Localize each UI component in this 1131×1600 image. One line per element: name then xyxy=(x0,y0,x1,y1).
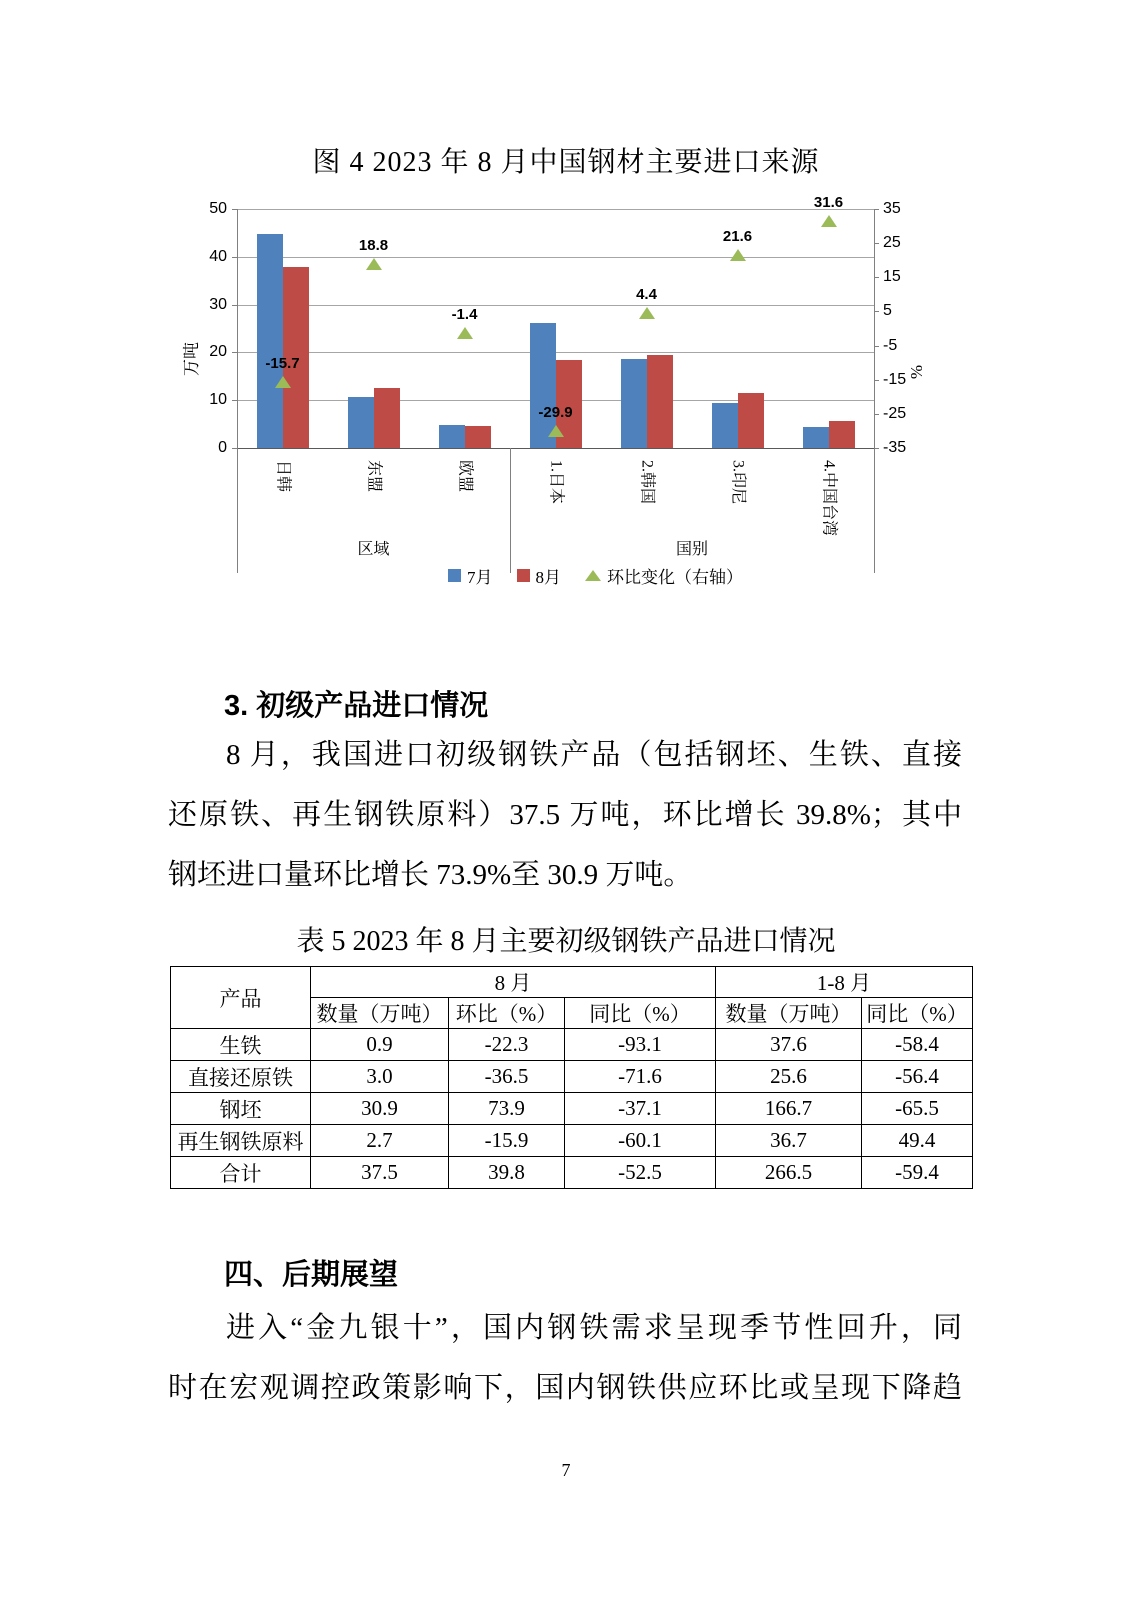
row-value: 266.5 xyxy=(716,1157,862,1189)
row-value: -15.9 xyxy=(449,1125,565,1157)
row-value: -93.1 xyxy=(565,1029,716,1061)
table-row xyxy=(171,1157,973,1189)
table-row xyxy=(171,1061,973,1093)
right-axis-tick-label: 15 xyxy=(883,268,901,286)
row-value: -22.3 xyxy=(449,1029,565,1061)
table-row xyxy=(171,1093,973,1125)
row-value: 37.5 xyxy=(311,1157,449,1189)
legend-label: 环比变化（右轴） xyxy=(607,567,743,587)
left-axis-tick-label: 20 xyxy=(209,343,227,361)
left-axis-line xyxy=(237,209,238,573)
category-label: 3.印尼 xyxy=(729,460,747,505)
row-value: -65.5 xyxy=(862,1093,973,1125)
marker-data-label: -1.4 xyxy=(451,306,478,324)
bar-7月-2.韩国 xyxy=(621,359,647,448)
bar-8月-4.中国台湾 xyxy=(829,421,855,448)
category-label: 1.日本 xyxy=(547,460,565,505)
paragraph-line: 钢坯进口量环比增长 73.9%至 30.9 万吨。 xyxy=(168,859,693,891)
left-axis-title: 万吨 xyxy=(182,342,201,376)
row-value: -71.6 xyxy=(565,1061,716,1093)
row-value: -36.5 xyxy=(449,1061,565,1093)
right-axis-tick-label: -25 xyxy=(883,404,907,422)
paragraph-primary-products xyxy=(168,725,962,905)
legend-label: 7月 xyxy=(467,567,493,587)
bar-7月-欧盟 xyxy=(439,425,465,448)
right-axis-tick-label: 25 xyxy=(883,234,901,252)
bar-7月-3.印尼 xyxy=(712,403,738,448)
legend-square-swatch xyxy=(448,569,461,582)
bar-8月-欧盟 xyxy=(465,426,491,448)
right-axis-title: % xyxy=(907,364,926,380)
section-heading-outlook: 四、后期展望 xyxy=(224,1259,399,1291)
bar-7月-4.中国台湾 xyxy=(803,427,829,448)
row-value: 25.6 xyxy=(716,1061,862,1093)
col-subheader: 同比（%） xyxy=(565,998,716,1029)
table-body xyxy=(171,1029,973,1189)
right-axis-line xyxy=(874,209,875,573)
group-divider-line xyxy=(510,448,511,573)
category-label: 日韩 xyxy=(274,460,292,493)
triangle-marker xyxy=(639,307,655,319)
chart-legend xyxy=(237,562,954,588)
row-product-name: 钢坯 xyxy=(171,1093,311,1125)
row-value: 166.7 xyxy=(716,1093,862,1125)
table-header xyxy=(171,967,973,1029)
category-label: 欧盟 xyxy=(456,460,474,493)
row-value: -60.1 xyxy=(565,1125,716,1157)
row-value: 2.7 xyxy=(311,1125,449,1157)
left-axis-tick-label: 50 xyxy=(209,200,227,217)
right-axis-tick-label: -35 xyxy=(883,439,907,456)
row-value: 3.0 xyxy=(311,1061,449,1093)
triangle-marker xyxy=(548,425,564,437)
bar-8月-东盟 xyxy=(374,388,400,448)
right-axis-tick-label: -5 xyxy=(883,336,898,354)
section-heading-primary-products: 3. 初级产品进口情况 xyxy=(224,690,489,722)
right-axis-tick-label: 5 xyxy=(883,302,892,320)
col-subheader: 同比（%） xyxy=(862,998,973,1029)
legend-item xyxy=(585,563,743,588)
gridline xyxy=(237,305,874,306)
row-value: 49.4 xyxy=(862,1125,973,1157)
left-axis-tick-label: 30 xyxy=(209,295,227,313)
row-product-name: 合计 xyxy=(171,1157,311,1189)
left-axis-tick-label: 10 xyxy=(209,391,227,409)
legend-item xyxy=(517,563,562,588)
category-group-label: 区域 xyxy=(357,541,390,558)
table-row xyxy=(171,1029,973,1061)
marker-data-label: 31.6 xyxy=(813,193,844,211)
paragraph-line: 进入“金九银十”，国内钢铁需求呈现季节性回升，同 xyxy=(226,1312,962,1344)
triangle-marker xyxy=(730,249,746,261)
row-value: 39.8 xyxy=(449,1157,565,1189)
triangle-marker xyxy=(366,258,382,270)
category-axis-line xyxy=(237,448,874,449)
paragraph-line: 时在宏观调控政策影响下，国内钢铁供应环比或呈现下降趋 xyxy=(168,1372,962,1404)
row-value: 73.9 xyxy=(449,1093,565,1125)
category-label: 2.韩国 xyxy=(638,460,656,505)
gridline xyxy=(237,209,874,210)
row-value: 37.6 xyxy=(716,1029,862,1061)
gridline xyxy=(237,257,874,258)
row-value: -37.1 xyxy=(565,1093,716,1125)
marker-data-label: -29.9 xyxy=(538,403,573,421)
left-axis-tick-label: 0 xyxy=(218,439,227,456)
row-value: 30.9 xyxy=(311,1093,449,1125)
triangle-marker xyxy=(821,215,837,227)
legend-triangle-swatch xyxy=(585,570,601,581)
legend-label: 8月 xyxy=(535,567,561,587)
paragraph-line: 8 月，我国进口初级钢铁产品（包括钢坯、生铁、直接 xyxy=(226,739,962,771)
row-value: -56.4 xyxy=(862,1061,973,1093)
right-axis-tick-label: 35 xyxy=(883,200,901,217)
row-value: -59.4 xyxy=(862,1157,973,1189)
marker-data-label: -15.7 xyxy=(265,355,300,373)
row-value: 0.9 xyxy=(311,1029,449,1061)
legend-square-swatch xyxy=(517,569,530,582)
import-sources-chart xyxy=(140,190,970,600)
legend-item xyxy=(448,563,493,588)
row-product-name: 直接还原铁 xyxy=(171,1061,311,1093)
row-value: -58.4 xyxy=(862,1029,973,1061)
page-number: 7 xyxy=(561,1460,571,1480)
col-subheader: 数量（万吨） xyxy=(716,998,862,1029)
col-header-jan-aug: 1-8 月 xyxy=(716,967,973,998)
gridline xyxy=(237,352,874,353)
marker-data-label: 18.8 xyxy=(358,237,389,255)
bar-8月-3.印尼 xyxy=(738,393,764,448)
bar-7月-东盟 xyxy=(348,397,374,448)
row-product-name: 再生钢铁原料 xyxy=(171,1125,311,1157)
category-label: 东盟 xyxy=(365,460,383,493)
col-header-august: 8 月 xyxy=(311,967,716,998)
category-label: 4.中国台湾 xyxy=(820,460,838,537)
row-value: 36.7 xyxy=(716,1125,862,1157)
paragraph-outlook xyxy=(168,1298,962,1418)
col-subheader: 环比（%） xyxy=(449,998,565,1029)
col-subheader: 数量（万吨） xyxy=(311,998,449,1029)
row-product-name: 生铁 xyxy=(171,1029,311,1061)
table-row xyxy=(171,1125,973,1157)
category-group-label: 国别 xyxy=(675,541,708,558)
paragraph-line: 还原铁、再生钢铁原料）37.5 万吨，环比增长 39.8%；其中 xyxy=(168,799,962,831)
right-axis-tick-label: -15 xyxy=(883,370,907,388)
col-header-product: 产品 xyxy=(171,967,311,1029)
triangle-marker xyxy=(275,376,291,388)
marker-data-label: 4.4 xyxy=(636,286,657,304)
row-value: -52.5 xyxy=(565,1157,716,1189)
triangle-marker xyxy=(457,327,473,339)
figure-title: 图 4 2023 年 8 月中国钢材主要进口来源 xyxy=(312,147,820,178)
bar-7月-日韩 xyxy=(257,234,283,448)
table-title: 表 5 2023 年 8 月主要初级钢铁产品进口情况 xyxy=(296,926,836,957)
left-axis-tick-label: 40 xyxy=(209,247,227,265)
marker-data-label: 21.6 xyxy=(722,227,753,245)
bar-8月-2.韩国 xyxy=(647,355,673,448)
primary-products-import-table xyxy=(170,966,973,1189)
